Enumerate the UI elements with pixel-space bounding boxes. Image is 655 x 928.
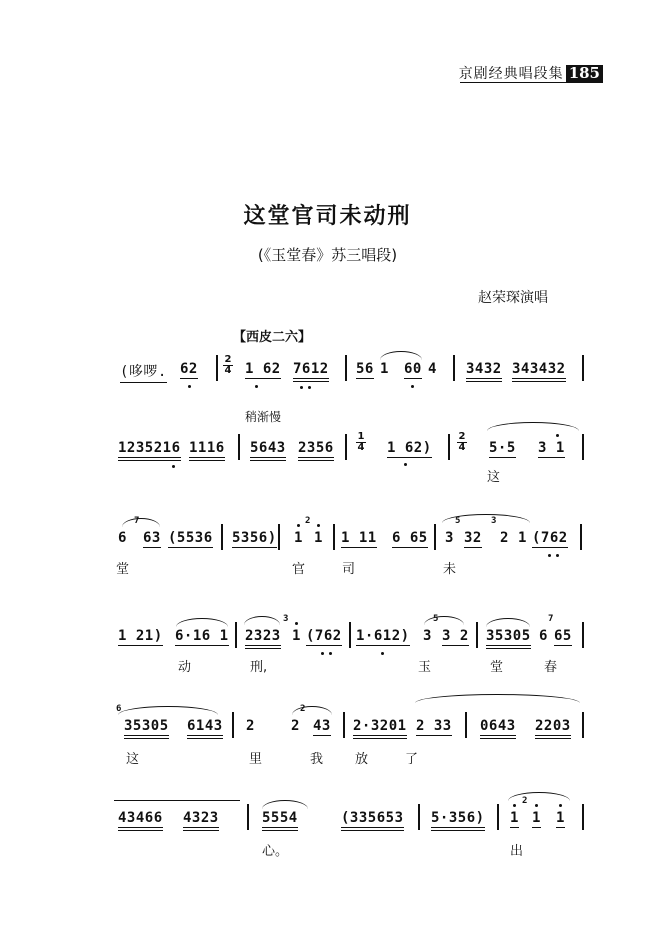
mode-label: 【西皮二六】 <box>233 330 312 345</box>
octave-dot <box>308 386 311 389</box>
note: 1 <box>294 530 303 546</box>
octave-dot <box>295 622 298 625</box>
note-group: 5554 <box>262 810 298 831</box>
note-group: 1116 <box>189 440 225 461</box>
tempo-marking: 稍渐慢 <box>245 410 282 424</box>
note-group: 6143 <box>187 718 223 739</box>
octave-dot <box>535 804 538 807</box>
barline <box>497 804 499 830</box>
note: 3 <box>445 530 454 546</box>
note: 4 <box>428 361 437 377</box>
octave-dot <box>297 524 300 527</box>
barline <box>238 434 240 460</box>
slur <box>244 616 280 625</box>
barline <box>582 712 584 738</box>
note-group: 4323 <box>183 810 219 831</box>
slur <box>262 800 308 809</box>
lyric: 心。 <box>262 844 289 859</box>
note-group: 65 <box>554 628 572 644</box>
octave-dot <box>172 465 175 468</box>
barline <box>582 355 584 381</box>
note-group: (哆啰. <box>120 361 167 383</box>
note: 1 <box>292 628 301 644</box>
octave-dot <box>329 652 332 655</box>
lyric: 这 <box>126 752 140 767</box>
note-group: (335653 <box>341 810 404 831</box>
note-group: 3 1 <box>538 440 565 456</box>
lyric: 出 <box>510 844 524 859</box>
lyric: 司 <box>342 562 356 577</box>
slur <box>118 706 218 715</box>
note: 6 <box>118 530 127 546</box>
note-group: 2203 <box>535 718 571 739</box>
grace-note: 7 <box>548 614 554 624</box>
octave-dot <box>188 385 191 388</box>
grace-note: 3 <box>283 614 289 624</box>
lyric: 官 <box>292 562 306 577</box>
slur <box>486 618 530 627</box>
slur <box>292 706 332 715</box>
octave-dot <box>321 652 324 655</box>
note-group: 5643 <box>250 440 286 461</box>
tie-line <box>114 800 240 801</box>
note: 1 <box>518 530 527 546</box>
book-title: 京剧经典唱段集 <box>458 66 564 82</box>
octave-dot <box>300 386 303 389</box>
octave-dot <box>513 804 516 807</box>
note: 1 <box>380 361 389 377</box>
note: 1 <box>510 810 519 826</box>
grace-note: 2 <box>305 516 311 526</box>
note-group: 3 2 <box>442 628 469 644</box>
slur <box>424 616 464 625</box>
barline <box>345 434 347 460</box>
barline <box>580 524 582 550</box>
note: 1 <box>532 810 541 826</box>
note-group: 35305 <box>486 628 531 649</box>
note-group: (762 <box>532 530 568 546</box>
note-group: 56 <box>356 361 374 377</box>
note-group: 2323 <box>245 628 281 649</box>
note: 1 <box>556 810 565 826</box>
note: 2 <box>500 530 509 546</box>
octave-dot <box>556 554 559 557</box>
barline <box>333 524 335 550</box>
barline <box>453 355 455 381</box>
running-header <box>459 63 603 83</box>
grace-note: 5 <box>455 516 461 526</box>
note-group: 1235216 <box>118 440 181 461</box>
note: 2 <box>291 718 300 734</box>
barline <box>221 524 223 550</box>
singer-credit: 赵荣琛演唱 <box>478 290 548 306</box>
barline <box>278 524 280 550</box>
note: 3 <box>423 628 432 644</box>
note-group: 2356 <box>298 440 334 461</box>
note-group: 6·16 1 <box>175 628 229 644</box>
note-group: 60 <box>404 361 422 377</box>
slur <box>176 618 228 627</box>
lyric: 这 <box>487 470 501 485</box>
barline <box>582 622 584 648</box>
barline <box>418 804 420 830</box>
octave-dot <box>556 434 559 437</box>
grace-note: 3 <box>491 516 497 526</box>
note-group: 1·612) <box>356 628 410 644</box>
note: 2 <box>246 718 255 734</box>
header-rule <box>460 82 603 83</box>
grace-note: 6 <box>116 704 122 714</box>
slur <box>487 422 579 431</box>
lyric: 玉 <box>418 660 432 675</box>
note-group: 62 <box>180 361 198 377</box>
barline <box>476 622 478 648</box>
note-group: 3432 <box>466 361 502 382</box>
lyric: 了 <box>405 752 419 767</box>
lyric: 里 <box>249 752 263 767</box>
note-group: 1 11 <box>341 530 377 546</box>
slur <box>415 694 580 703</box>
grace-note: 7 <box>134 516 140 526</box>
note-group: 63 <box>143 530 161 546</box>
octave-dot <box>411 385 414 388</box>
barline <box>343 712 345 738</box>
slur <box>508 792 570 801</box>
barline <box>247 804 249 830</box>
barline <box>216 355 218 381</box>
lyric: 堂 <box>116 562 130 577</box>
note-group: 2·3201 <box>353 718 407 739</box>
octave-dot <box>381 652 384 655</box>
barline <box>232 712 234 738</box>
song-title: 这堂官司未动刑 <box>243 203 412 229</box>
barline <box>448 434 450 460</box>
note-group: 1 62) <box>387 440 432 456</box>
note-group: 1 21) <box>118 628 163 644</box>
time-signature: 2 4 <box>458 431 466 453</box>
barline <box>349 622 351 648</box>
note: 1 <box>314 530 323 546</box>
time-signature: 1 4 <box>357 431 365 453</box>
note-group: 343432 <box>512 361 566 382</box>
slur <box>122 518 160 527</box>
lyric: 动 <box>178 660 192 675</box>
note-group: 7612 <box>293 361 329 382</box>
note-group: (5536 <box>168 530 213 546</box>
note-group: 1 62 <box>245 361 281 377</box>
time-signature: 2 4 <box>224 354 232 376</box>
lyric: 我 <box>310 752 324 767</box>
octave-dot <box>255 385 258 388</box>
note-group: 0643 <box>480 718 516 739</box>
grace-note: 2 <box>522 796 528 806</box>
lyric: 堂 <box>490 660 504 675</box>
barline <box>434 524 436 550</box>
barline <box>582 804 584 830</box>
barline <box>235 622 237 648</box>
lyric: 春 <box>544 660 558 675</box>
note-group: (762 <box>306 628 342 644</box>
octave-dot <box>559 804 562 807</box>
grace-note: 5 <box>433 614 439 624</box>
grace-note: 2 <box>300 704 306 714</box>
note-group: 5·356) <box>431 810 485 831</box>
note-group: 6 65 <box>392 530 428 546</box>
octave-dot <box>548 554 551 557</box>
lyric: 放 <box>355 752 369 767</box>
note-group: 5·5 <box>489 440 516 456</box>
slur <box>380 351 422 360</box>
octave-dot <box>404 463 407 466</box>
barline <box>465 712 467 738</box>
lyric: 未 <box>443 562 457 577</box>
note-group: 43 <box>313 718 331 734</box>
octave-dot <box>317 524 320 527</box>
note-group: 5356) <box>232 530 277 546</box>
barline <box>582 434 584 460</box>
note-group: 32 <box>464 530 482 546</box>
note-group: 35305 <box>124 718 169 739</box>
note-group: 43466 <box>118 810 163 831</box>
lyric: 刑, <box>250 660 268 675</box>
barline <box>345 355 347 381</box>
song-subtitle: (《玉堂春》苏三唱段) <box>257 246 398 264</box>
note-group: 2 33 <box>416 718 452 734</box>
page-number: 185 <box>566 65 603 82</box>
note: 6 <box>539 628 548 644</box>
